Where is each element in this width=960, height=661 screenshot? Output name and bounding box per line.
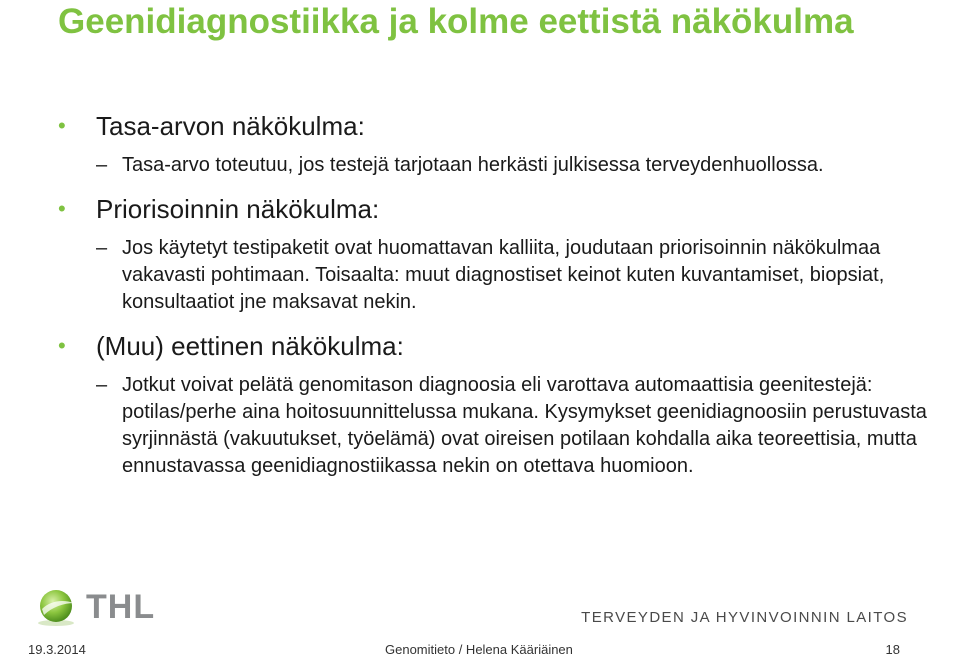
bullet-heading: (Muu) eettinen näkökulma: [96, 331, 404, 361]
sub-item-prioritization [58, 235, 938, 316]
footer-author: Genomitieto / Helena Kääriäinen [385, 642, 573, 657]
bullet-other-ethics [58, 330, 938, 362]
sub-item-text: Tasa-arvo toteutuu, jos testejä tarjotaan herkästi julkisessa terveydenhuollossa. [122, 154, 824, 176]
thl-globe-icon [34, 587, 78, 627]
thl-logo-text: THL [86, 588, 156, 626]
institute-name: TERVEYDEN JA HYVINVOINNIN LAITOS [581, 609, 908, 626]
sub-item-text: Jotkut voivat pelätä genomitason diagnoosia eli varottava automaattisia geenitestejä: potilas/perhe aina hoitosuunnittelussa mukana. Kysymykset geenidiagnoosiin perustuvasta syrjinnästä (vakuutukset, työelämä) ovat oireisen potilaan kohdalla aika teoreettisia, mutta ennustavassa geenidiagnostiikassa nekin on otettava huomioon. [122, 374, 927, 477]
sub-item-text: Jos käytetyt testipaketit ovat huomattavan kalliita, joudutaan priorisoinnin näkökulmaa vakavasti pohtimaan. Toisaalta: muut diagnostiset keinot kuten kuvantamiset, biopsiat, konsultaatiot jne maksavat nekin. [122, 237, 885, 313]
footer-bar [0, 638, 960, 661]
dash-icon: – [96, 237, 108, 259]
bullet-heading: Tasa-arvon näkökulma: [96, 111, 365, 141]
bullet-heading: Priorisoinnin näkökulma: [96, 194, 380, 224]
bullet-prioritization [58, 193, 938, 225]
thl-logo [34, 585, 164, 629]
dash-icon: – [96, 154, 108, 176]
bullet-dot-icon: • [58, 113, 66, 138]
dash-icon: – [96, 374, 108, 396]
bullet-dot-icon: • [58, 333, 66, 358]
bullet-dot-icon: • [58, 196, 66, 221]
sub-item-equality [58, 152, 938, 179]
slide-content [58, 110, 938, 480]
sub-item-other-ethics [58, 372, 938, 480]
slide-title: Geenidiagnostiikka ja kolme eettistä näkökulma [58, 2, 854, 41]
footer-date: 19.3.2014 [28, 642, 86, 657]
bullet-equality [58, 110, 938, 142]
footer-page-number: 18 [885, 642, 900, 657]
